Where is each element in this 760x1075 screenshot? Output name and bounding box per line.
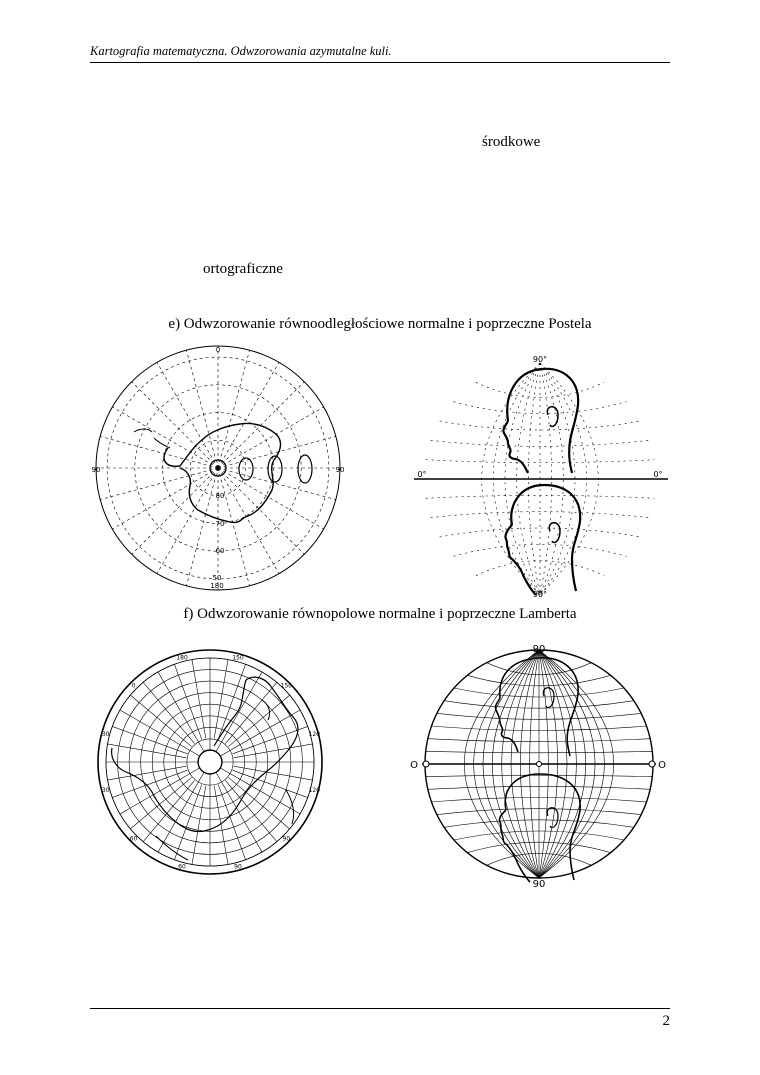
footer-rule bbox=[90, 1008, 670, 1009]
meridian-line bbox=[108, 744, 187, 758]
meridian-line bbox=[216, 672, 262, 752]
meridian-line bbox=[218, 362, 279, 468]
graticule-label: 60 bbox=[129, 835, 138, 843]
label-top: 90 bbox=[532, 644, 546, 655]
graticule-label: 150 bbox=[232, 654, 244, 662]
meridian-line bbox=[100, 468, 218, 500]
page-number: 2 bbox=[662, 1013, 670, 1029]
meridian-line bbox=[228, 695, 289, 746]
graticule-label: 30 bbox=[101, 786, 110, 794]
meridian-line bbox=[158, 672, 204, 752]
header-title: Kartografia matematyczna. Odwzorowania azymutalne kuli. bbox=[90, 44, 392, 58]
graticule-label: 150 bbox=[280, 682, 293, 690]
meridian-line bbox=[192, 660, 206, 739]
indicatrix-ellipse bbox=[268, 456, 282, 482]
continent-outline bbox=[112, 677, 298, 831]
meridian-line bbox=[112, 468, 218, 529]
meridian-line bbox=[143, 682, 194, 743]
figure-postel-normal bbox=[90, 340, 350, 600]
label-top: 0 bbox=[215, 346, 221, 354]
equator-point-left bbox=[423, 761, 429, 767]
parallel-arc bbox=[476, 382, 604, 397]
meridian-line bbox=[220, 710, 300, 756]
graticule-label: 120 bbox=[308, 786, 321, 794]
meridian-line bbox=[220, 768, 300, 814]
label-bottom-a: 180 bbox=[210, 582, 224, 590]
graticule-label: 180 bbox=[176, 654, 188, 662]
meridian-line bbox=[215, 468, 304, 555]
label-ring-80: 80 bbox=[215, 492, 225, 500]
graticule-label: 0 bbox=[131, 682, 136, 690]
meridian-line bbox=[218, 436, 336, 468]
label-right: 0° bbox=[653, 470, 663, 479]
label-srodkowe: środkowe bbox=[482, 134, 541, 150]
label-bottom-b: 50 bbox=[212, 574, 222, 582]
label-ring-60: 60 bbox=[215, 547, 225, 555]
ear-bottom bbox=[549, 523, 560, 543]
head-profile-bottom bbox=[499, 774, 580, 882]
figure-lambert-normal bbox=[96, 640, 342, 890]
pole-circle bbox=[198, 750, 222, 774]
head-profile-top bbox=[503, 369, 578, 473]
meridian-line bbox=[215, 468, 324, 529]
meridian-line bbox=[234, 744, 313, 758]
meridian-line bbox=[218, 350, 250, 468]
label-right: O bbox=[658, 760, 666, 771]
meridian-line bbox=[214, 786, 228, 865]
label-top: 90° bbox=[532, 355, 548, 364]
graticule-label: 90 bbox=[282, 835, 291, 843]
meridian-line bbox=[132, 468, 218, 554]
label-left: O bbox=[410, 760, 418, 771]
meridian-line bbox=[132, 382, 218, 468]
meridian-line bbox=[186, 468, 218, 586]
graticule-labels bbox=[102, 655, 320, 871]
meridian-line bbox=[157, 362, 218, 468]
antarctica-outline bbox=[164, 423, 280, 522]
peninsula-outline bbox=[134, 429, 170, 448]
meridian-line bbox=[120, 710, 200, 756]
meridian-line bbox=[157, 468, 218, 574]
meridian-line bbox=[234, 766, 313, 780]
caption-lambert: f) Odwzorowanie równopolowe normalne i poprzeczne Lamberta bbox=[183, 606, 577, 622]
meridian-line bbox=[225, 780, 276, 841]
graticule-label: 60 bbox=[178, 863, 186, 871]
graticule-label: 120 bbox=[308, 731, 321, 739]
label-bottom: 90 bbox=[532, 879, 546, 890]
meridian-line bbox=[228, 777, 289, 828]
header-rule bbox=[90, 62, 670, 63]
graticule-label: 90 bbox=[234, 863, 242, 871]
meridian-line bbox=[130, 695, 191, 746]
equator-point-right bbox=[649, 761, 655, 767]
label-bottom: 90° bbox=[532, 590, 548, 599]
center-point bbox=[537, 762, 542, 767]
label-ortograficzne: ortograficzne bbox=[203, 261, 283, 277]
label-left: 0° bbox=[417, 470, 427, 479]
meridian-line bbox=[112, 407, 218, 468]
meridian-line bbox=[215, 468, 336, 500]
meridian-line bbox=[216, 772, 262, 852]
meridian-line bbox=[130, 777, 191, 828]
graticule-label: 30 bbox=[101, 731, 110, 739]
figure-lambert-transverse bbox=[410, 640, 670, 890]
label-left: 90 bbox=[91, 466, 101, 474]
parallel-arc bbox=[440, 421, 641, 430]
figure-postel-transverse bbox=[412, 345, 670, 600]
caption-postel: e) Odwzorowanie równoodległościowe normalne i poprzeczne Postela bbox=[168, 316, 592, 332]
label-right: 90 bbox=[335, 466, 345, 474]
label-ring-70: 70 bbox=[215, 520, 225, 528]
meridian-line bbox=[192, 786, 206, 865]
indicatrix-ellipse bbox=[298, 455, 312, 483]
